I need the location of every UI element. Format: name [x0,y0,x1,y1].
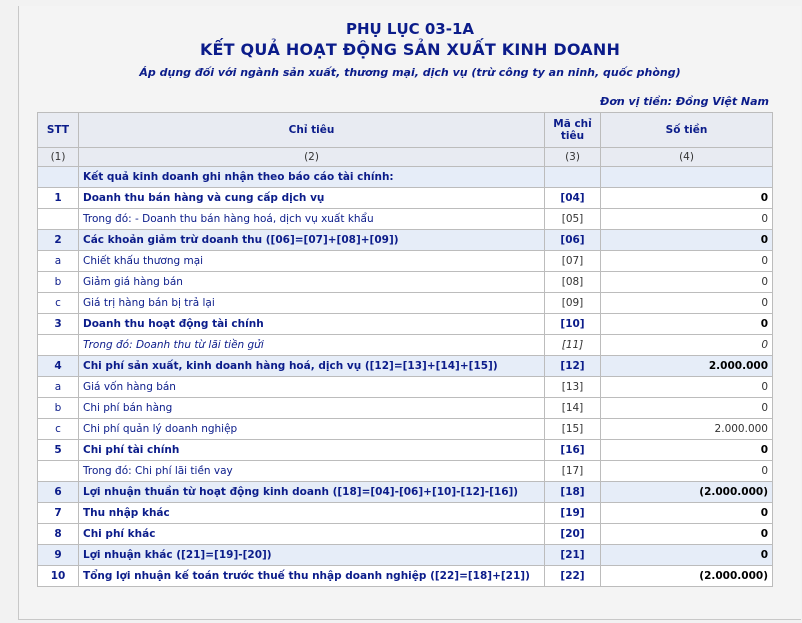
row-code [545,167,601,188]
row-code: [07] [545,251,601,272]
row-stt [38,461,79,482]
row-label: Trong đó: Doanh thu từ lãi tiền gửi [79,335,545,356]
table-row [38,251,773,272]
row-code: [08] [545,272,601,293]
row-label: Chi phí bán hàng [79,398,545,419]
row-code: [06] [545,230,601,251]
table-row [38,188,773,209]
table-row [38,167,773,188]
table-row [38,440,773,461]
row-label: Lợi nhuận khác ([21]=[19]-[20]) [79,545,545,566]
row-code: [11] [545,335,601,356]
row-code: [18] [545,482,601,503]
row-label: Kết quả kinh doanh ghi nhận theo báo cáo tài chính: [79,167,545,188]
row-code: [17] [545,461,601,482]
table-row [38,377,773,398]
row-code: [19] [545,503,601,524]
row-label: Trong đó: - Doanh thu bán hàng hoá, dịch vụ xuất khẩu [79,209,545,230]
row-stt: 8 [38,524,79,545]
row-value-input[interactable]: (2.000.000) [601,482,773,503]
row-code: [13] [545,377,601,398]
table-row [38,398,773,419]
row-label: Doanh thu hoạt động tài chính [79,314,545,335]
appendix-title: PHỤ LỤC 03-1A [345,20,475,38]
table-row [38,356,773,377]
row-value-input[interactable]: 0 [601,440,773,461]
row-stt: 3 [38,314,79,335]
row-value-input[interactable]: 0 [601,272,773,293]
row-value-input[interactable]: 0 [601,545,773,566]
row-value-input[interactable]: 0 [601,377,773,398]
row-label: Trong đó: Chi phí lãi tiền vay [79,461,545,482]
row-stt: a [38,251,79,272]
row-label: Chi phí sản xuất, kinh doanh hàng hoá, dịch vụ ([12]=[13]+[14]+[15]) [79,356,545,377]
row-code: [04] [545,188,601,209]
row-value-input[interactable]: 0 [601,335,773,356]
row-label: Lợi nhuận thuần từ hoạt động kinh doanh ([18]=[04]-[06]+[10]-[12]-[16]) [79,482,545,503]
table-header-row [38,113,773,148]
table-row [38,209,773,230]
row-code: [15] [545,419,601,440]
row-label: Chi phí khác [79,524,545,545]
row-stt: 5 [38,440,79,461]
row-code: [09] [545,293,601,314]
row-label: Chiết khấu thương mại [79,251,545,272]
row-stt: 9 [38,545,79,566]
row-stt [38,167,79,188]
col-header-sotien: Số tiền [601,113,773,148]
currency-unit: Đơn vị tiền: Đồng Việt Nam [600,95,769,108]
row-value-input[interactable]: 0 [601,461,773,482]
row-value-input[interactable]: 0 [601,503,773,524]
row-value-input[interactable]: 0 [601,524,773,545]
row-value-input[interactable]: 2.000.000 [601,419,773,440]
row-label: Chi phí tài chính [79,440,545,461]
report-page [18,6,801,620]
row-stt: c [38,293,79,314]
row-code: [16] [545,440,601,461]
table-row [38,272,773,293]
col-number: (2) [79,148,545,167]
row-value-input[interactable]: 0 [601,314,773,335]
row-label: Giá vốn hàng bán [79,377,545,398]
row-stt: 2 [38,230,79,251]
row-label: Thu nhập khác [79,503,545,524]
row-code: [21] [545,545,601,566]
col-number: (1) [38,148,79,167]
row-stt: 4 [38,356,79,377]
row-code: [12] [545,356,601,377]
row-value-input[interactable]: 0 [601,230,773,251]
row-code: [22] [545,566,601,587]
col-number: (4) [601,148,773,167]
row-stt: 6 [38,482,79,503]
row-value-input[interactable]: 2.000.000 [601,356,773,377]
report-table [37,112,773,587]
table-row [38,419,773,440]
row-label: Chi phí quản lý doanh nghiệp [79,419,545,440]
table-body [38,148,773,587]
row-stt: b [38,398,79,419]
row-stt: 7 [38,503,79,524]
col-header-chitieu: Chỉ tiêu [79,113,545,148]
table-row [38,230,773,251]
row-label: Giảm giá hàng bán [79,272,545,293]
row-stt: 10 [38,566,79,587]
col-number: (3) [545,148,601,167]
row-value-input[interactable]: (2.000.000) [601,566,773,587]
row-label: Các khoản giảm trừ doanh thu ([06]=[07]+[08]+[09]) [79,230,545,251]
report-subtitle: Áp dụng đối với ngành sản xuất, thương mại, dịch vụ (trừ công ty an ninh, quốc phòng) [139,66,681,79]
report-title: KẾT QUẢ HOẠT ĐỘNG SẢN XUẤT KINH DOANH [199,40,621,59]
row-value-input[interactable]: 0 [601,293,773,314]
row-code: [14] [545,398,601,419]
row-value-input[interactable]: 0 [601,209,773,230]
row-label: Giá trị hàng bán bị trả lại [79,293,545,314]
row-label: Tổng lợi nhuận kế toán trước thuế thu nhập doanh nghiệp ([22]=[18]+[21]) [79,566,545,587]
row-stt: c [38,419,79,440]
row-stt [38,335,79,356]
table-row [38,566,773,587]
column-number-row [38,148,773,167]
table-row [38,314,773,335]
table-row [38,461,773,482]
table-row [38,293,773,314]
row-value-input[interactable] [601,167,773,188]
col-header-stt: STT [38,113,79,148]
row-code: [20] [545,524,601,545]
col-header-ma: Mã chỉ tiêu [545,113,601,148]
row-stt: a [38,377,79,398]
row-stt: b [38,272,79,293]
table-row [38,335,773,356]
table-row [38,482,773,503]
row-stt: 1 [38,188,79,209]
table-row [38,545,773,566]
row-label: Doanh thu bán hàng và cung cấp dịch vụ [79,188,545,209]
table-row [38,524,773,545]
row-value-input[interactable]: 0 [601,251,773,272]
row-value-input[interactable]: 0 [601,188,773,209]
row-code: [10] [545,314,601,335]
row-stt [38,209,79,230]
page-bottom-border [19,619,801,620]
row-code: [05] [545,209,601,230]
table-row [38,503,773,524]
row-value-input[interactable]: 0 [601,398,773,419]
